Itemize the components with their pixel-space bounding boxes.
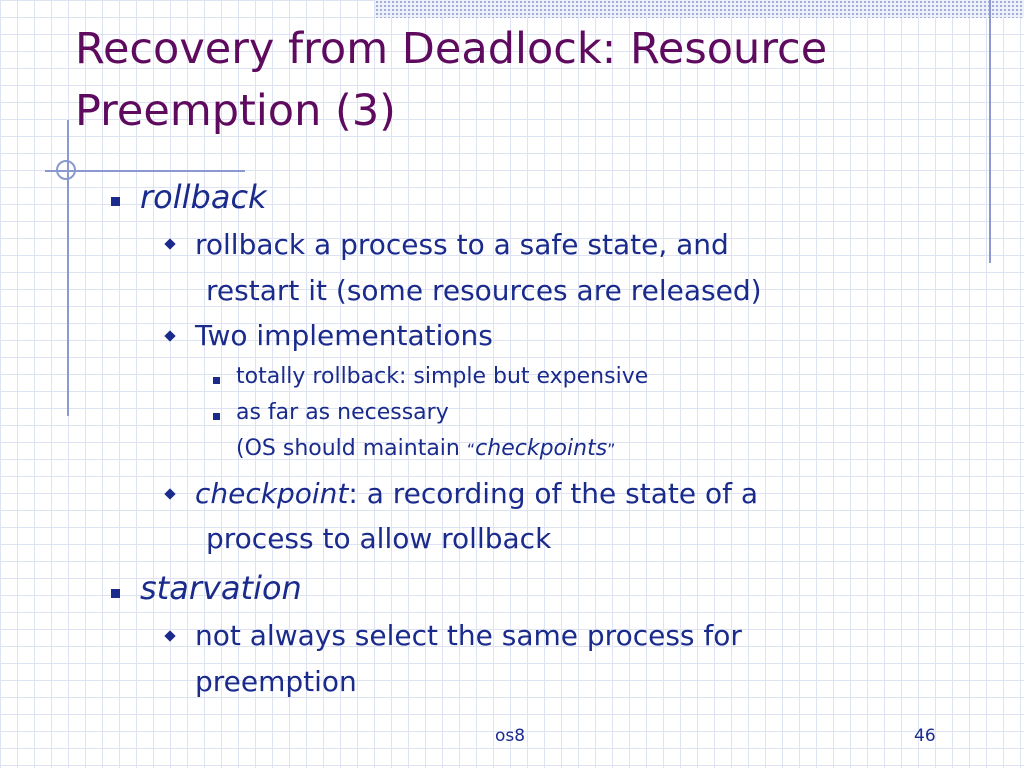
starvation-detail-line1: not always select the same process for <box>195 619 742 652</box>
page-number: 46 <box>914 726 936 746</box>
checkpoint-definition-line2: process to allow rollback <box>206 522 552 555</box>
quote-close: ” <box>607 440 616 459</box>
rollback-detail-line1: rollback a process to a safe state, and <box>195 228 729 261</box>
bullet-square-small-icon <box>213 377 220 384</box>
two-implementations: Two implementations <box>195 319 493 352</box>
bullet-rollback: rollback <box>140 178 267 216</box>
os-note-prefix: (OS should maintain <box>236 436 467 461</box>
checkpoints-term: checkpoints <box>475 436 608 461</box>
rollback-detail-line2: restart it (some resources are released) <box>206 274 762 307</box>
bullet-diamond-icon <box>164 238 175 249</box>
footer-label: os8 <box>495 726 526 746</box>
bullet-diamond-icon <box>164 630 175 641</box>
implementation-totally-rollback: totally rollback: simple but expensive <box>236 364 649 389</box>
implementation-os-note <box>236 436 615 461</box>
bullet-diamond-icon <box>164 488 175 499</box>
checkpoint-definition: : a recording of the state of a <box>348 477 759 510</box>
bullet-square-small-icon <box>213 413 220 420</box>
bullet-square-icon <box>111 197 120 206</box>
top-decorative-band <box>375 0 1024 18</box>
bullet-square-icon <box>111 589 120 598</box>
implementation-as-far-as-necessary: as far as necessary <box>236 400 449 425</box>
checkpoint-definition-line1 <box>195 477 758 510</box>
quote-open: “ <box>466 440 476 459</box>
decorative-ring <box>56 160 76 180</box>
slide-title: Recovery from Deadlock: Resource Preemption (3) <box>75 24 828 136</box>
bullet-starvation: starvation <box>140 569 302 607</box>
starvation-detail-line2: preemption <box>195 665 357 698</box>
checkpoint-term: checkpoint <box>195 477 349 510</box>
bullet-diamond-icon <box>164 330 175 341</box>
